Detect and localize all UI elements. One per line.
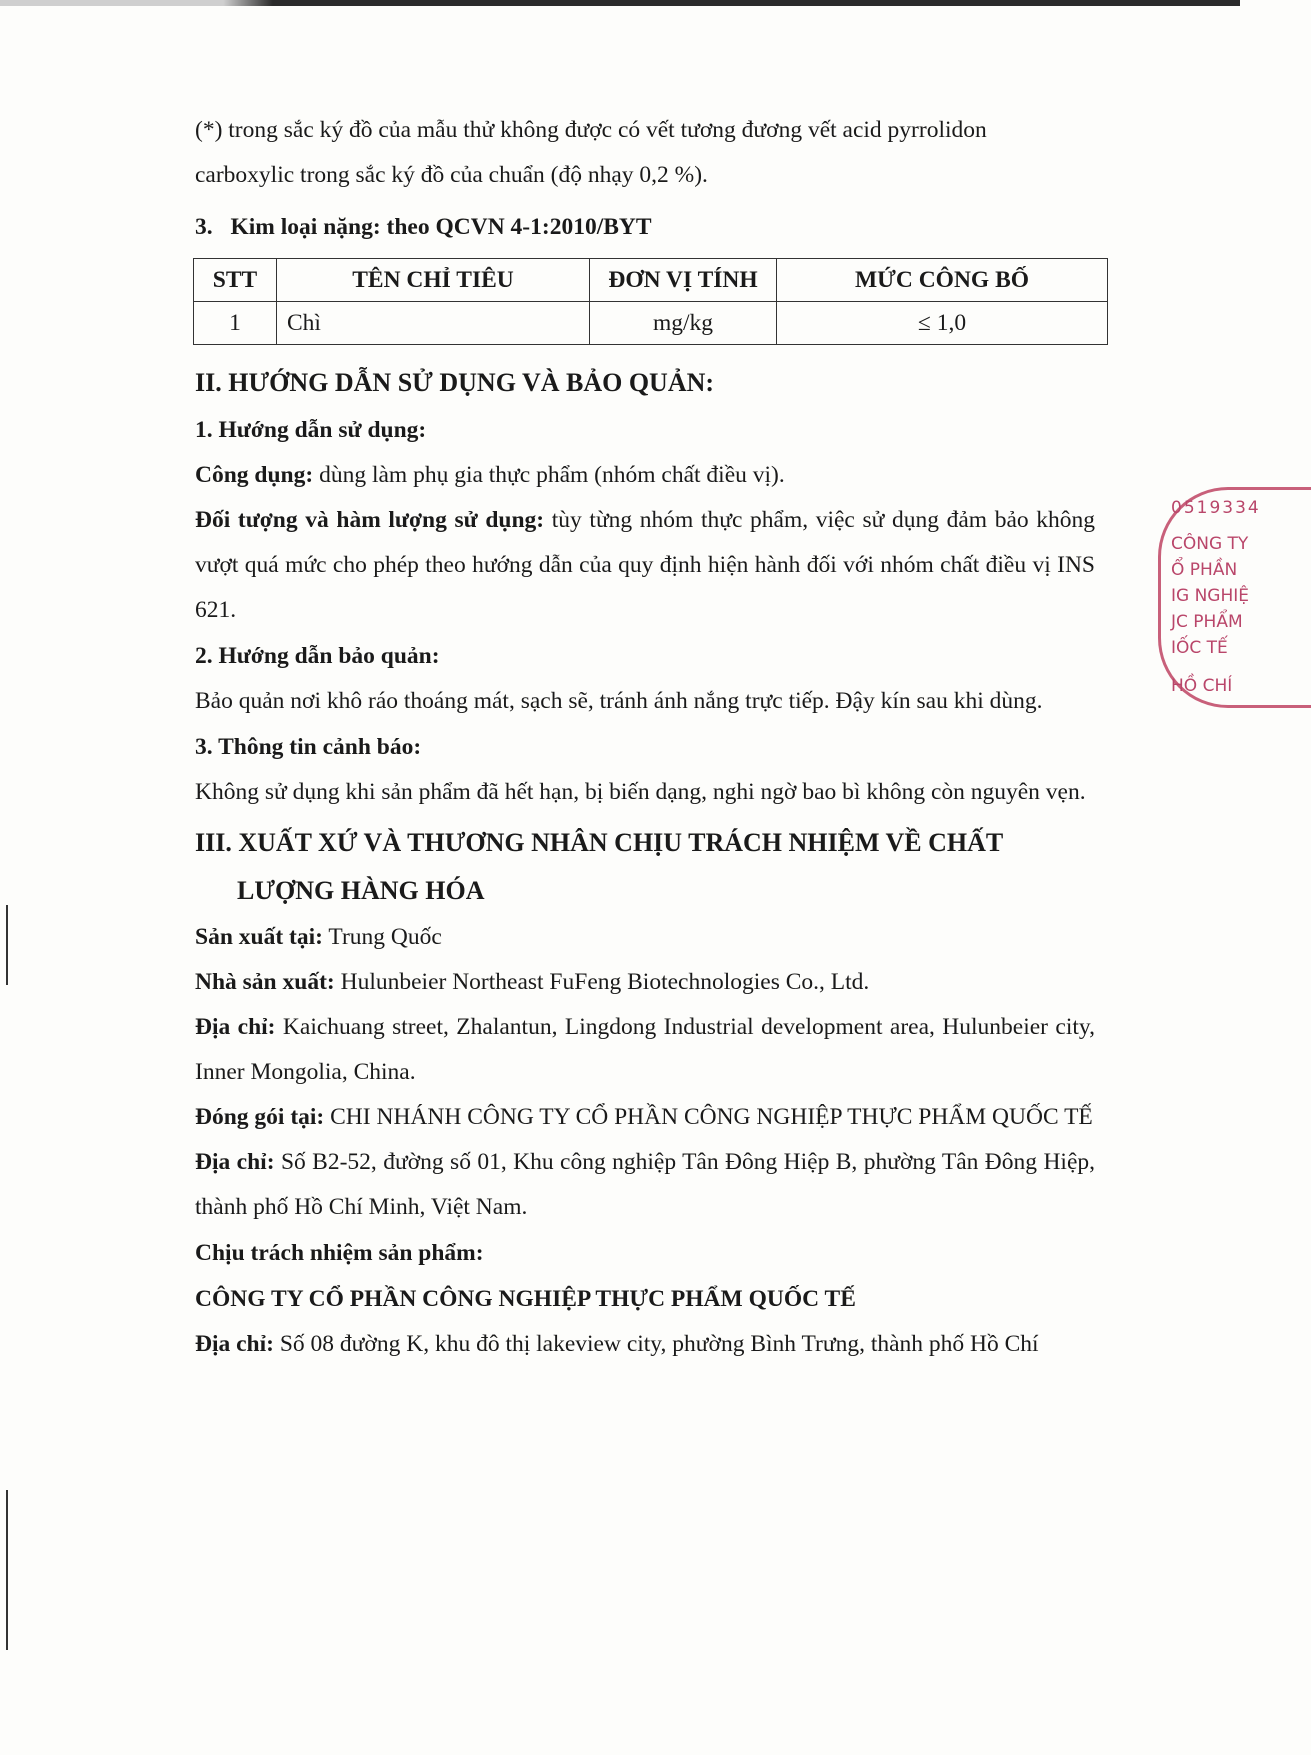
target-paragraph xyxy=(195,498,1095,633)
storage-text: Bảo quản nơi khô ráo thoáng mát, sạch sẽ, tránh ánh nắng trực tiếp. Đậy kín sau khi dùng. xyxy=(195,688,1043,714)
section-3-heading-line-2: LƯỢNG HÀNG HÓA xyxy=(237,876,485,905)
table-header-cell: MỨC CÔNG BỐ xyxy=(777,259,1108,302)
packing-value: CHI NHÁNH CÔNG TY CỔ PHẦN CÔNG NGHIỆP THỰC PHẨM QUỐC TẾ xyxy=(324,1104,1093,1130)
intro-line-1: (*) trong sắc ký đồ của mẫu thử không được có vết tương đương vết acid pyrrolidon xyxy=(195,117,987,143)
use-paragraph xyxy=(195,453,1095,498)
section-2-heading: II. HƯỚNG DẪN SỬ DỤNG VÀ BẢO QUẢN: xyxy=(195,368,715,397)
packing-address-value: Số B2-52, đường số 01, Khu công nghiệp Tân Đông Hiệp B, phường Tân Đông Hiệp, thành phố Hồ Chí Minh, Việt Nam. xyxy=(195,1149,1096,1220)
origin-paragraph xyxy=(195,915,1095,960)
origin-label: Sản xuất tại: xyxy=(195,924,323,950)
seal-text: Ổ PHẦN xyxy=(1171,560,1238,580)
scan-top-edge xyxy=(0,0,1240,6)
maker-paragraph xyxy=(195,960,1095,1005)
table-cell: Chì xyxy=(277,302,590,345)
company-seal-stamp xyxy=(1158,487,1261,702)
responsible-company: CÔNG TY CỔ PHẦN CÔNG NGHIỆP THỰC PHẨM QUỐC TẾ xyxy=(195,1286,856,1312)
heading-text: Kim loại nặng: theo QCVN 4-1:2010/BYT xyxy=(230,214,652,240)
target-text: tùy từng nhóm thực phẩm, việc sử dụng đảm bảo không vượt quá mức cho phép theo hướng dẫn của quy định hiện hành đối với nhóm chất điều vị INS 621. xyxy=(195,507,1095,623)
scan-edge-mark xyxy=(6,905,8,985)
maker-value: Hulunbeier Northeast FuFeng Biotechnologies Co., Ltd. xyxy=(334,969,870,995)
intro-line-2: carboxylic trong sắc ký đồ của chuẩn (độ nhạy 0,2 %). xyxy=(195,162,708,188)
table-header-cell: ĐƠN VỊ TÍNH xyxy=(590,259,777,302)
heavy-metals-heading xyxy=(195,204,1095,250)
table-header-cell: STT xyxy=(194,259,277,302)
use-label: Công dụng: xyxy=(195,462,314,488)
seal-text: JC PHẨM xyxy=(1171,612,1243,632)
storage-heading: 2. Hướng dẫn bảo quản: xyxy=(195,643,440,669)
seal-ring xyxy=(1158,487,1311,708)
table-row xyxy=(194,302,1108,345)
table-cell: 1 xyxy=(194,302,277,345)
packing-address-label: Địa chỉ: xyxy=(195,1149,275,1175)
responsible-label: Chịu trách nhiệm sản phẩm: xyxy=(195,1240,484,1266)
seal-text: IG NGHIỆ xyxy=(1171,586,1250,606)
table-cell: mg/kg xyxy=(590,302,777,345)
origin-value: Trung Quốc xyxy=(322,924,442,950)
seal-text: HỒ CHÍ xyxy=(1171,676,1233,696)
document-body xyxy=(195,108,1095,1367)
warning-text: Không sử dụng khi sản phẩm đã hết hạn, bị biến dạng, nghi ngờ bao bì không còn nguyên vẹn. xyxy=(195,779,1086,805)
heading-number: 3. xyxy=(195,214,213,240)
scan-edge-mark xyxy=(6,1490,8,1650)
warning-heading: 3. Thông tin cảnh báo: xyxy=(195,734,422,760)
packing-label: Đóng gói tại: xyxy=(195,1104,325,1130)
responsible-address-value: Số 08 đường K, khu đô thị lakeview city, phường Bình Trưng, thành phố Hồ Chí xyxy=(273,1331,1039,1357)
maker-address-value: Kaichuang street, Zhalantun, Lingdong Industrial development area, Hulunbeier city, Inner Mongolia, China. xyxy=(195,1014,1095,1085)
maker-address-paragraph xyxy=(195,1005,1095,1095)
packing-address-paragraph xyxy=(195,1140,1095,1230)
target-label: Đối tượng và hàm lượng sử dụng: xyxy=(195,507,545,533)
table-header-cell: TÊN CHỈ TIÊU xyxy=(277,259,590,302)
responsible-address-paragraph xyxy=(195,1322,1095,1367)
usage-heading: 1. Hướng dẫn sử dụng: xyxy=(195,417,427,443)
seal-text: 0519334 xyxy=(1171,498,1261,518)
packing-paragraph xyxy=(195,1095,1095,1140)
heavy-metals-table xyxy=(193,258,1108,345)
maker-label: Nhà sản xuất: xyxy=(195,969,335,995)
section-3-heading-line-1: III. XUẤT XỨ VÀ THƯƠNG NHÂN CHỊU TRÁCH NHIỆM VỀ CHẤT xyxy=(195,828,1004,857)
responsible-address-label: Địa chỉ: xyxy=(195,1331,274,1357)
table-cell: ≤ 1,0 xyxy=(777,302,1108,345)
seal-text: CÔNG TY xyxy=(1171,534,1249,554)
seal-text: IỐC TẾ xyxy=(1171,638,1228,658)
maker-address-label: Địa chỉ: xyxy=(195,1014,276,1040)
table-header-row xyxy=(194,259,1108,302)
use-text: dùng làm phụ gia thực phẩm (nhóm chất điều vị). xyxy=(313,462,785,488)
